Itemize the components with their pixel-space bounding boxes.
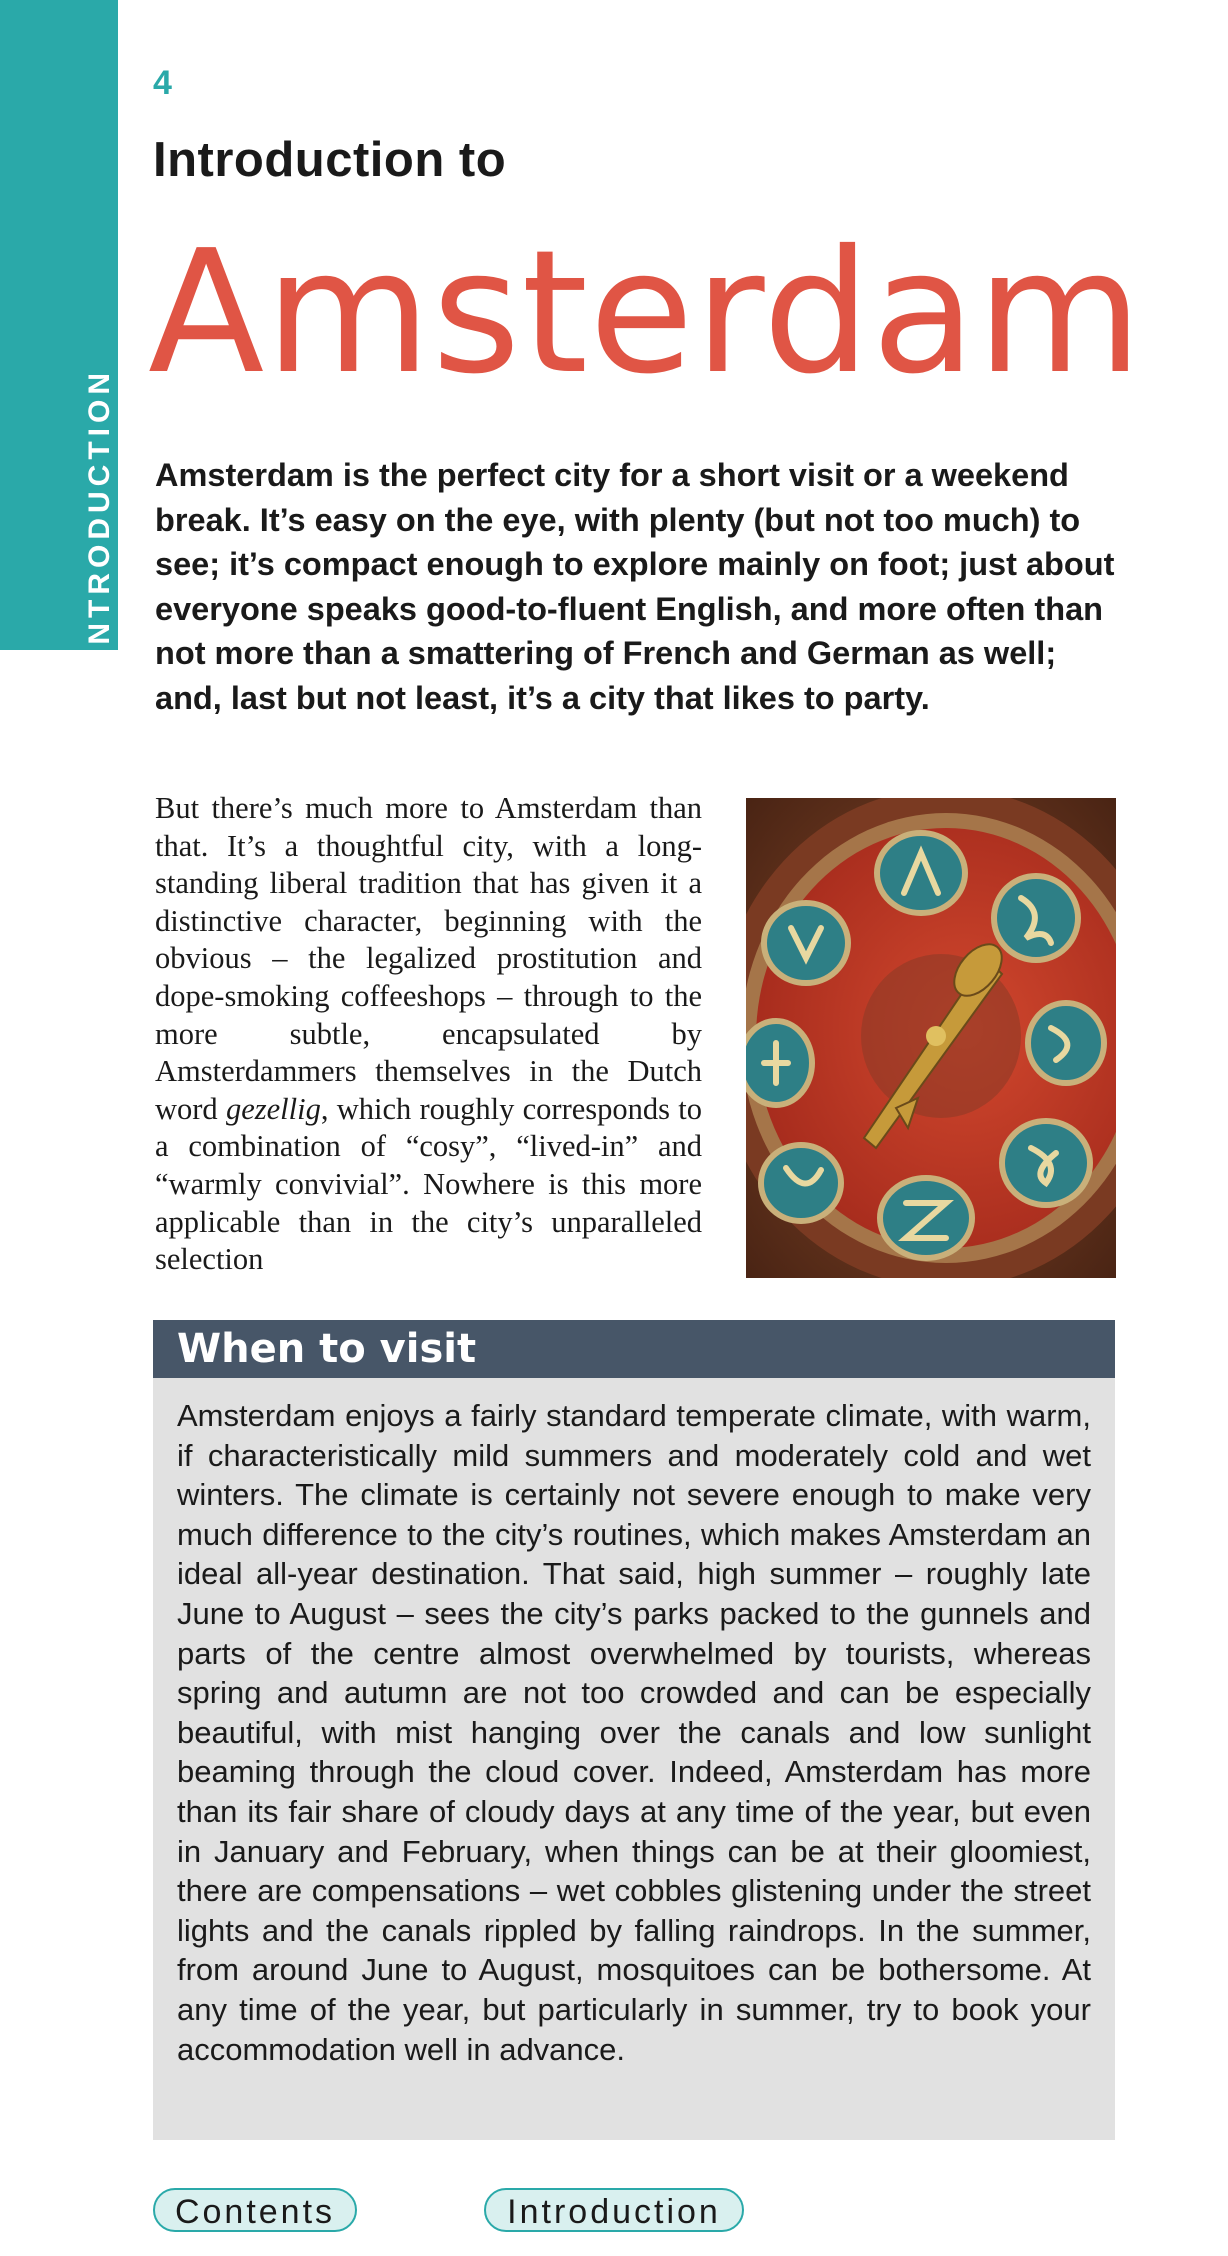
contents-button[interactable]: Contents [153, 2188, 357, 2232]
when-to-visit-text: Amsterdam enjoys a fairly standard temperate climate, with warm, if characteristically mild summers and moderately cold and wet winters. The climate is certainly not severe enough to make very much difference to the city’s routines, which makes Amsterdam an ideal all-year destination. That said, high summer – roughly late June to August – sees the city’s parks packed to the gunnels and parts of the centre almost overwhelmed by tourists, whereas spring and autumn are not too crowded and can be especially beautiful, with mist hanging over the canals and low sunlight beaming through the cloud cover. Indeed, Amsterdam has more than its fair share of cloudy days at any time of the year, but even in January and February, when things can be at their gloomiest, there are compensations – wet cobbles glistening under the street lights and the canals rippled by falling raindrops. In the summer, from around June to August, mosquitoes can be bothersome. At any time of the year, but particularly in summer, try to book your accommodation well in advance. [177, 1398, 1091, 2067]
page-number: 4 [153, 64, 172, 102]
body-text-part: But there’s much more to Amsterdam than that. It’s a thoughtful city, with a long-standing liberal tradition that has given it a distinctive character, beginning with the obvious – the legalized prostitution and dope-smoking coffeeshops – through to the more subtle, encapsulated by Amsterdammers themselves in the Dutch word [155, 791, 702, 1126]
body-emphasis: gezellig [225, 1091, 321, 1126]
side-section-label: INTRODUCTION [83, 368, 116, 658]
body-paragraph [155, 790, 702, 1279]
lede-paragraph: Amsterdam is the perfect city for a short visit or a weekend break. It’s easy on the eye, with plenty (but not too much) to see; it’s compact enough to explore mainly on foot; just about everyone speaks good-to-fluent English, and more often than not more than a smattering of French and German as well; and, last but not least, it’s a city that likes to party. [155, 457, 1115, 716]
clock-photo [746, 798, 1116, 1278]
clock-illustration [746, 798, 1116, 1278]
body-text-part: , which roughly corresponds to a combination of “cosy”, “lived-in” and “warmly convivial”. Nowhere is this more applicable than in the city’s unparalleled selection [155, 1091, 702, 1277]
when-to-visit-header [153, 1320, 1115, 1378]
when-to-visit-box [153, 1378, 1115, 2140]
title-kicker: Introduction to [153, 133, 507, 187]
introduction-button[interactable]: Introduction [484, 2188, 744, 2232]
page-title: Amsterdam [148, 214, 1144, 412]
when-to-visit-title: When to visit [177, 1326, 477, 1372]
